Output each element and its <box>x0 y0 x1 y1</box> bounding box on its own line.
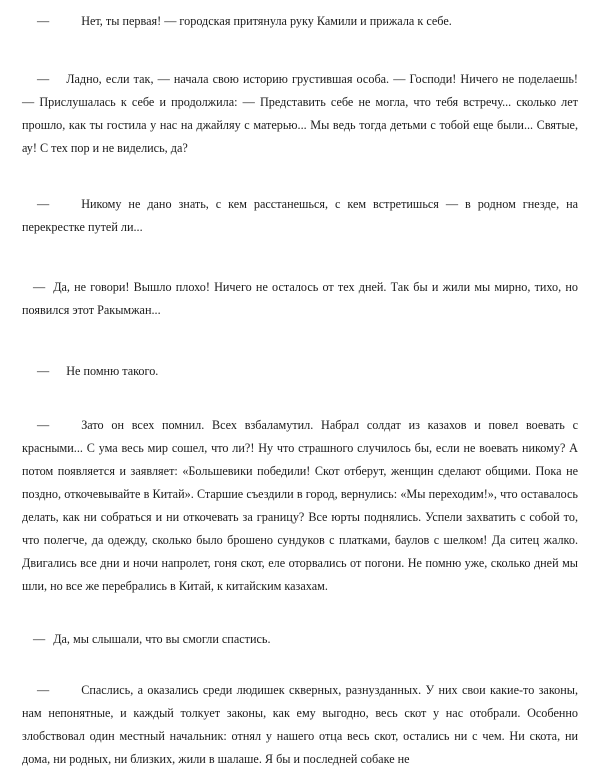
paragraph-text: Зато он всех помнил. Всех взбаламутил. Набрал солдат из казахов и повел воевать с красными... С ума весь мир сошел, что ли?! Ну что страшного случилось бы, если не воевать никому? А потом появляется и заявляет: «Большевики победили! Скот отберут, женщин сделают общими. Пока не поздно, откочевывайте в Китай». Старшие съездили в город, вернулись: «Мы переходим!», что оставалось делать, как ни собраться и ни откочевать за границу? Все юрты поднялись. Успели захватить с собой то, что полегче, да одежду, сколько было брошено сундуков с платками, баулов с шелком! Да ситец жалко. Двигались все дни и ночи напролет, гоня скот, еле оторвались от погони. Не помню уже, сколько дней мы шли, но все же перебрались в Китай, к китайским казахам. <box>22 418 578 593</box>
em-dash-marker: — <box>37 418 50 432</box>
dialogue-paragraph-5 <box>22 360 578 383</box>
em-dash-marker: — <box>37 197 50 211</box>
paragraph-text: Нет, ты первая! — городская притянула руку Камили и прижала к себе. <box>81 14 452 28</box>
dialogue-paragraph-1 <box>22 10 578 33</box>
em-dash-marker: — <box>37 72 50 86</box>
paragraph-text: Спаслись, а оказались среди людишек скверных, разнузданных. У них свои какие-то законы, нам непонятные, и каждый толкует законы, как ему выгодно, весь скот у нас отобрали. Особенно злобствовал один местный начальник: отнял у нашего отца весь скот, остались ни с чем. Ни скота, ни дома, ни родных, ни близких, жили в шалаше. Я бы и последней собаке не <box>22 683 578 766</box>
em-dash-marker: — <box>37 364 50 378</box>
em-dash-marker: — <box>33 632 46 646</box>
paragraph-text: Не помню такого. <box>66 364 159 378</box>
paragraph-text: Никому не дано знать, с кем расстанешься, с кем встретишься — в родном гнезде, на перекрестке путей ли... <box>22 197 578 234</box>
em-dash-marker: — <box>37 14 50 28</box>
em-dash-marker: — <box>33 280 46 294</box>
dialogue-paragraph-6 <box>22 414 578 598</box>
dialogue-paragraph-4 <box>22 276 578 322</box>
dialogue-paragraph-7 <box>22 628 578 651</box>
em-dash-marker: — <box>37 683 50 697</box>
paragraph-text: Да, мы слышали, что вы смогли спастись. <box>53 632 271 646</box>
text-column <box>22 0 578 771</box>
dialogue-paragraph-2 <box>22 68 578 160</box>
dialogue-paragraph-3 <box>22 193 578 239</box>
paragraph-text: Да, не говори! Вышло плохо! Ничего не осталось от тех дней. Так бы и жили мы мирно, тихо, но появился этот Ракымжан... <box>22 280 578 317</box>
dialogue-paragraph-8 <box>22 679 578 771</box>
paragraph-text: Ладно, если так, — начала свою историю грустившая особа. — Господи! Ничего не поделаешь! — Прислушалась к себе и продолжила: — Представить себе не могла, что тебя встречу... сколько лет прошло, как ты гостила у нас на джайляу с матерью... Мы ведь тогда детьми с тобой еще были... Святые, ау! С тех пор и не виделись, да? <box>22 72 578 155</box>
